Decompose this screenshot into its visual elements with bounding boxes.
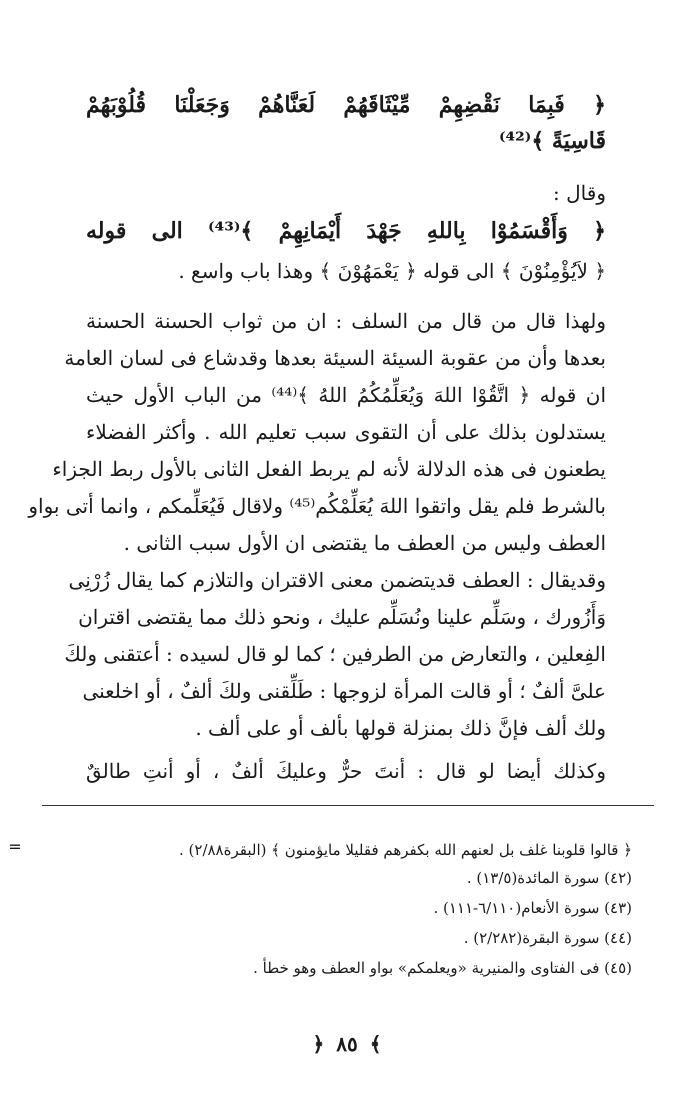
page-number-value: ٨٥ xyxy=(336,1032,358,1056)
body-line: وَأَزُورك ، وسَلِّم علينا ونُسَلِّم عليك ، ونحو ذلك مما يقتضى اقتران xyxy=(78,605,606,629)
body-line: وقال : xyxy=(553,181,606,205)
page-number-bracket-open: ﴾ xyxy=(369,1032,382,1056)
quran-verse-line: ﴿ وَأَقْسَمُوْا بِاللهِ جَهْدَ أَيْمَانِهِمْ ﴾⁽⁴³⁾ الى قوله xyxy=(86,218,606,244)
body-line: الفِعلين ، والتعارض من الطرفين ؛ كما لو قال لسيده : أعتقنى ولكَ xyxy=(64,642,606,666)
body-line: بالشرط فلم يقل واتقوا اللهَ يُعَلِّمْكُم⁽⁴⁵⁾ ولاقال فَيُعَلِّمكم ، وانما أتى بواو xyxy=(28,494,606,518)
body-line: ﴿ لاَيُؤْمِنُوْنَ ﴾ الى قوله ﴿ يَعْمَهُوْنَ ﴾ وهذا باب واسع . xyxy=(178,259,606,283)
footnote-divider xyxy=(42,805,654,806)
body-line: ولهذا قال من قال من السلف : ان من ثواب الحسنة الحسنة xyxy=(86,309,606,333)
body-line: يطعنون فى هذه الدلالة لأنه لم يربط الفعل الثانى بالأول ربط الجزاء xyxy=(52,457,606,481)
body-line: علىَّ ألفٌ ؛ أو قالت المرأة لزوجها : طَلِّقنى ولكَ ألفٌ ، أو اخلعنى xyxy=(82,679,606,703)
footnote: (٤٣) سورة الأنعام(٦/١١٠-١١١) . xyxy=(433,899,632,917)
quran-verse-line: ﴿ فَبِمَا نَقْضِهِمْ مِّيْثَاقَهُمْ لَعَنَّاهُمْ وَجَعَلْنَا قُلُوْبَهُمْ xyxy=(86,92,606,118)
body-line: ان قوله ﴿ اتَّقُوْا اللهَ وَيُعَلِّمُكُمُ اللهُ ﴾⁽⁴⁴⁾ من الباب الأول حيث xyxy=(86,383,607,407)
body-line: بعدها وأن من عقوبة السيئة السيئة بعدها وقدشاع فى لسان العامة xyxy=(64,346,606,370)
body-line: يستدلون بذلك على أن التقوى سبب تعليم الله . وأكثر الفضلاء xyxy=(86,420,606,444)
footnote: ﴿ قالوا قلوبنا غلف بل لعنهم الله بكفرهم فقليلا مايؤمنون ﴾ (البقرة٢/٨٨) . xyxy=(179,841,632,859)
footnote-continuation-mark: = xyxy=(8,837,22,856)
footnote: (٤٤) سورة البقرة(٢/٢٨٢) . xyxy=(463,929,632,947)
footnote: (٤٥) فى الفتاوى والمنيرية «ويعلمكم» بواو العطف وهو خطأ . xyxy=(253,959,632,977)
page-number-bracket-close: ﴿ xyxy=(312,1032,325,1056)
body-line: وكذلك أيضا لو قال : أنتَ حرٌّ وعليكَ ألفٌ ، أو أنتِ طالقٌ xyxy=(86,759,606,783)
body-line: وقديقال : العطف قديتضمن معنى الاقتران والتلازم كما يقال زُرْنِى xyxy=(68,568,606,592)
footnote: (٤٢) سورة المائدة(١٣/٥) . xyxy=(466,869,632,887)
page-number xyxy=(0,1032,694,1056)
body-line: العطف وليس من العطف ما يقتضى ان الأول سبب الثانى . xyxy=(123,531,606,555)
quran-verse-line: قَاسِيَةً ﴾⁽⁴²⁾ xyxy=(498,128,606,154)
body-line: ولك ألف فإنَّ ذلك بمنزلة قولها بألف أو على ألف . xyxy=(195,716,606,740)
